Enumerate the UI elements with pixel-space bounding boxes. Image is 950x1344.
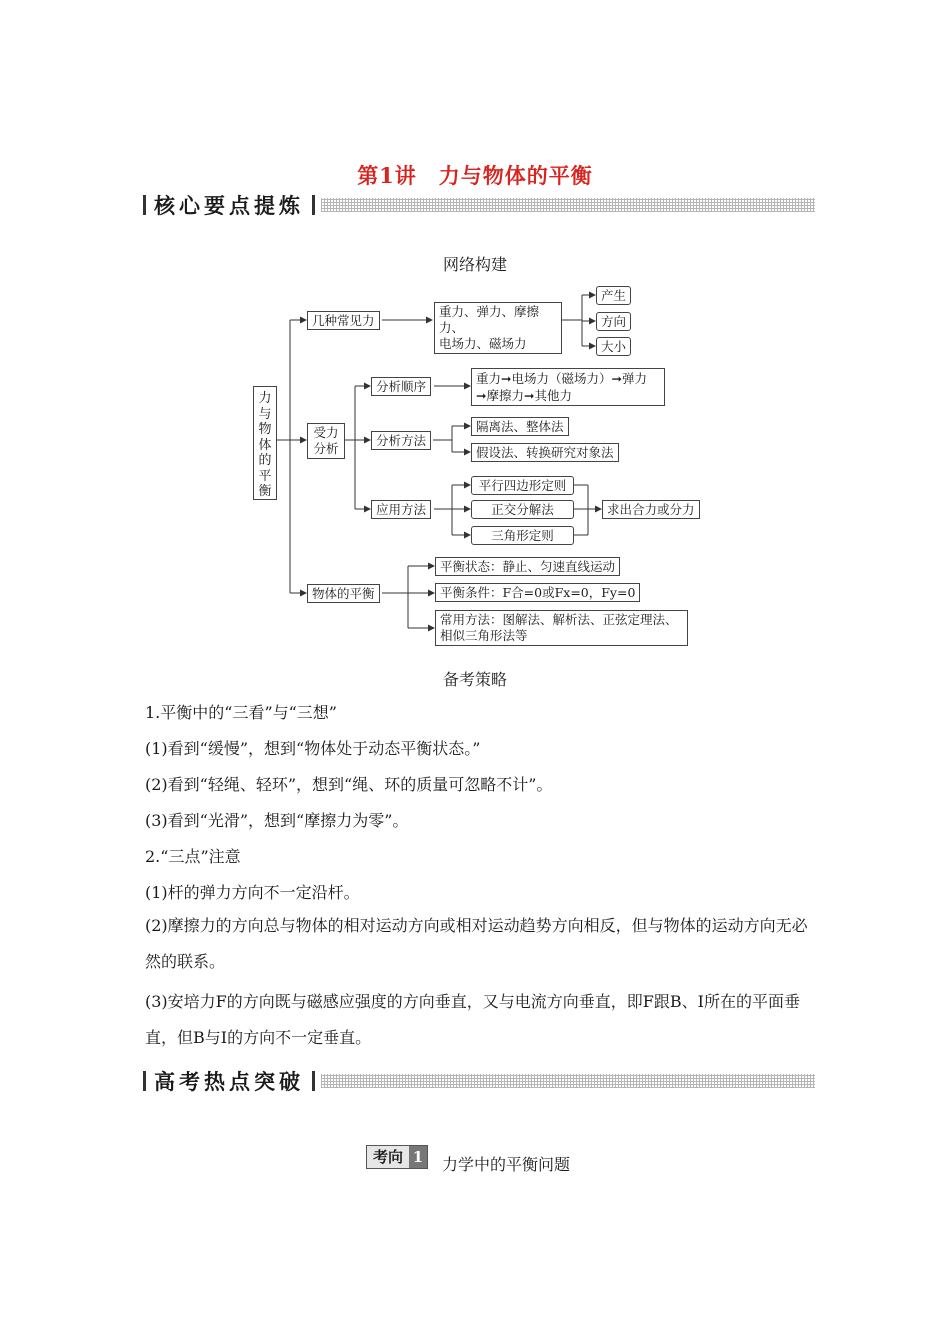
diagram-root: 力与物体的平衡 <box>253 386 277 500</box>
strategy-title: 备考策略 <box>442 670 507 689</box>
concept-map <box>0 280 950 660</box>
node-origin: 产生 <box>596 286 631 305</box>
node-equilibrium-state: 平衡状态：静止、匀速直线运动 <box>435 557 620 576</box>
node-equilibrium: 物体的平衡 <box>307 584 380 603</box>
node-apply-methods: 应用方法 <box>371 500 431 519</box>
node-order-detail: 重力➞电场力（磁场力）➞弹力 ➞摩擦力➞其他力 <box>471 368 665 406</box>
section-header-hot <box>143 1068 815 1094</box>
paragraph: (2)摩擦力的方向总与物体的相对运动方向或相对运动趋势方向相反，但与物体的运动方向无必然的联系。 <box>145 916 808 971</box>
section-divider <box>321 198 815 212</box>
node-common-methods: 常用方法：图解法、解析法、正弦定理法、 相似三角形法等 <box>435 610 688 646</box>
node-common-forces: 几种常见力 <box>307 311 380 330</box>
node-direction: 方向 <box>596 312 631 331</box>
node-magnitude: 大小 <box>596 337 631 356</box>
node-hypothesis-method: 假设法、转换研究对象法 <box>471 443 619 462</box>
topic-heading <box>366 1138 570 1175</box>
node-isolation-method: 隔离法、整体法 <box>471 417 569 436</box>
paragraph: (3)安培力F的方向既与磁感应强度的方向垂直，又与电流方向垂直，即F跟B、I所在的平面垂直，但B与I的方向不一定垂直。 <box>145 992 800 1047</box>
topic-badge: 考向 1 <box>366 1145 428 1169</box>
node-orthogonal-decomposition: 正交分解法 <box>471 500 574 519</box>
node-resultant-force: 求出合力或分力 <box>602 500 700 519</box>
section-title: 核心要点提炼 <box>154 193 304 218</box>
topic-title: 力学中的平衡问题 <box>442 1155 571 1174</box>
paragraph: (3)看到“光滑”，想到“摩擦力为零”。 <box>145 811 409 830</box>
paragraph: (2)看到“轻绳、轻环”，想到“绳、环的质量可忽略不计”。 <box>145 775 553 794</box>
page-title: 第1讲 力与物体的平衡 <box>357 163 593 188</box>
node-equilibrium-condition: 平衡条件：F合=0或Fx=0，Fy=0 <box>435 583 640 602</box>
node-parallelogram-rule: 平行四边形定则 <box>471 476 574 495</box>
node-force-analysis: 受力分析 <box>307 423 345 459</box>
section-title: 高考热点突破 <box>154 1069 304 1094</box>
node-analysis-order: 分析顺序 <box>371 377 431 396</box>
section-divider <box>321 1074 815 1088</box>
network-title: 网络构建 <box>442 255 507 274</box>
node-force-types: 重力、弹力、摩擦力、 电场力、磁场力 <box>434 302 562 354</box>
section-header-core <box>143 192 815 218</box>
paragraph: (1)看到“缓慢”，想到“物体处于动态平衡状态。” <box>145 739 481 758</box>
node-triangle-rule: 三角形定则 <box>471 526 574 545</box>
paragraph: 2.“三点”注意 <box>145 847 241 866</box>
paragraph: (1)杆的弹力方向不一定沿杆。 <box>145 883 360 902</box>
paragraph: 1.平衡中的“三看”与“三想” <box>145 703 337 722</box>
node-analysis-methods: 分析方法 <box>371 431 431 450</box>
